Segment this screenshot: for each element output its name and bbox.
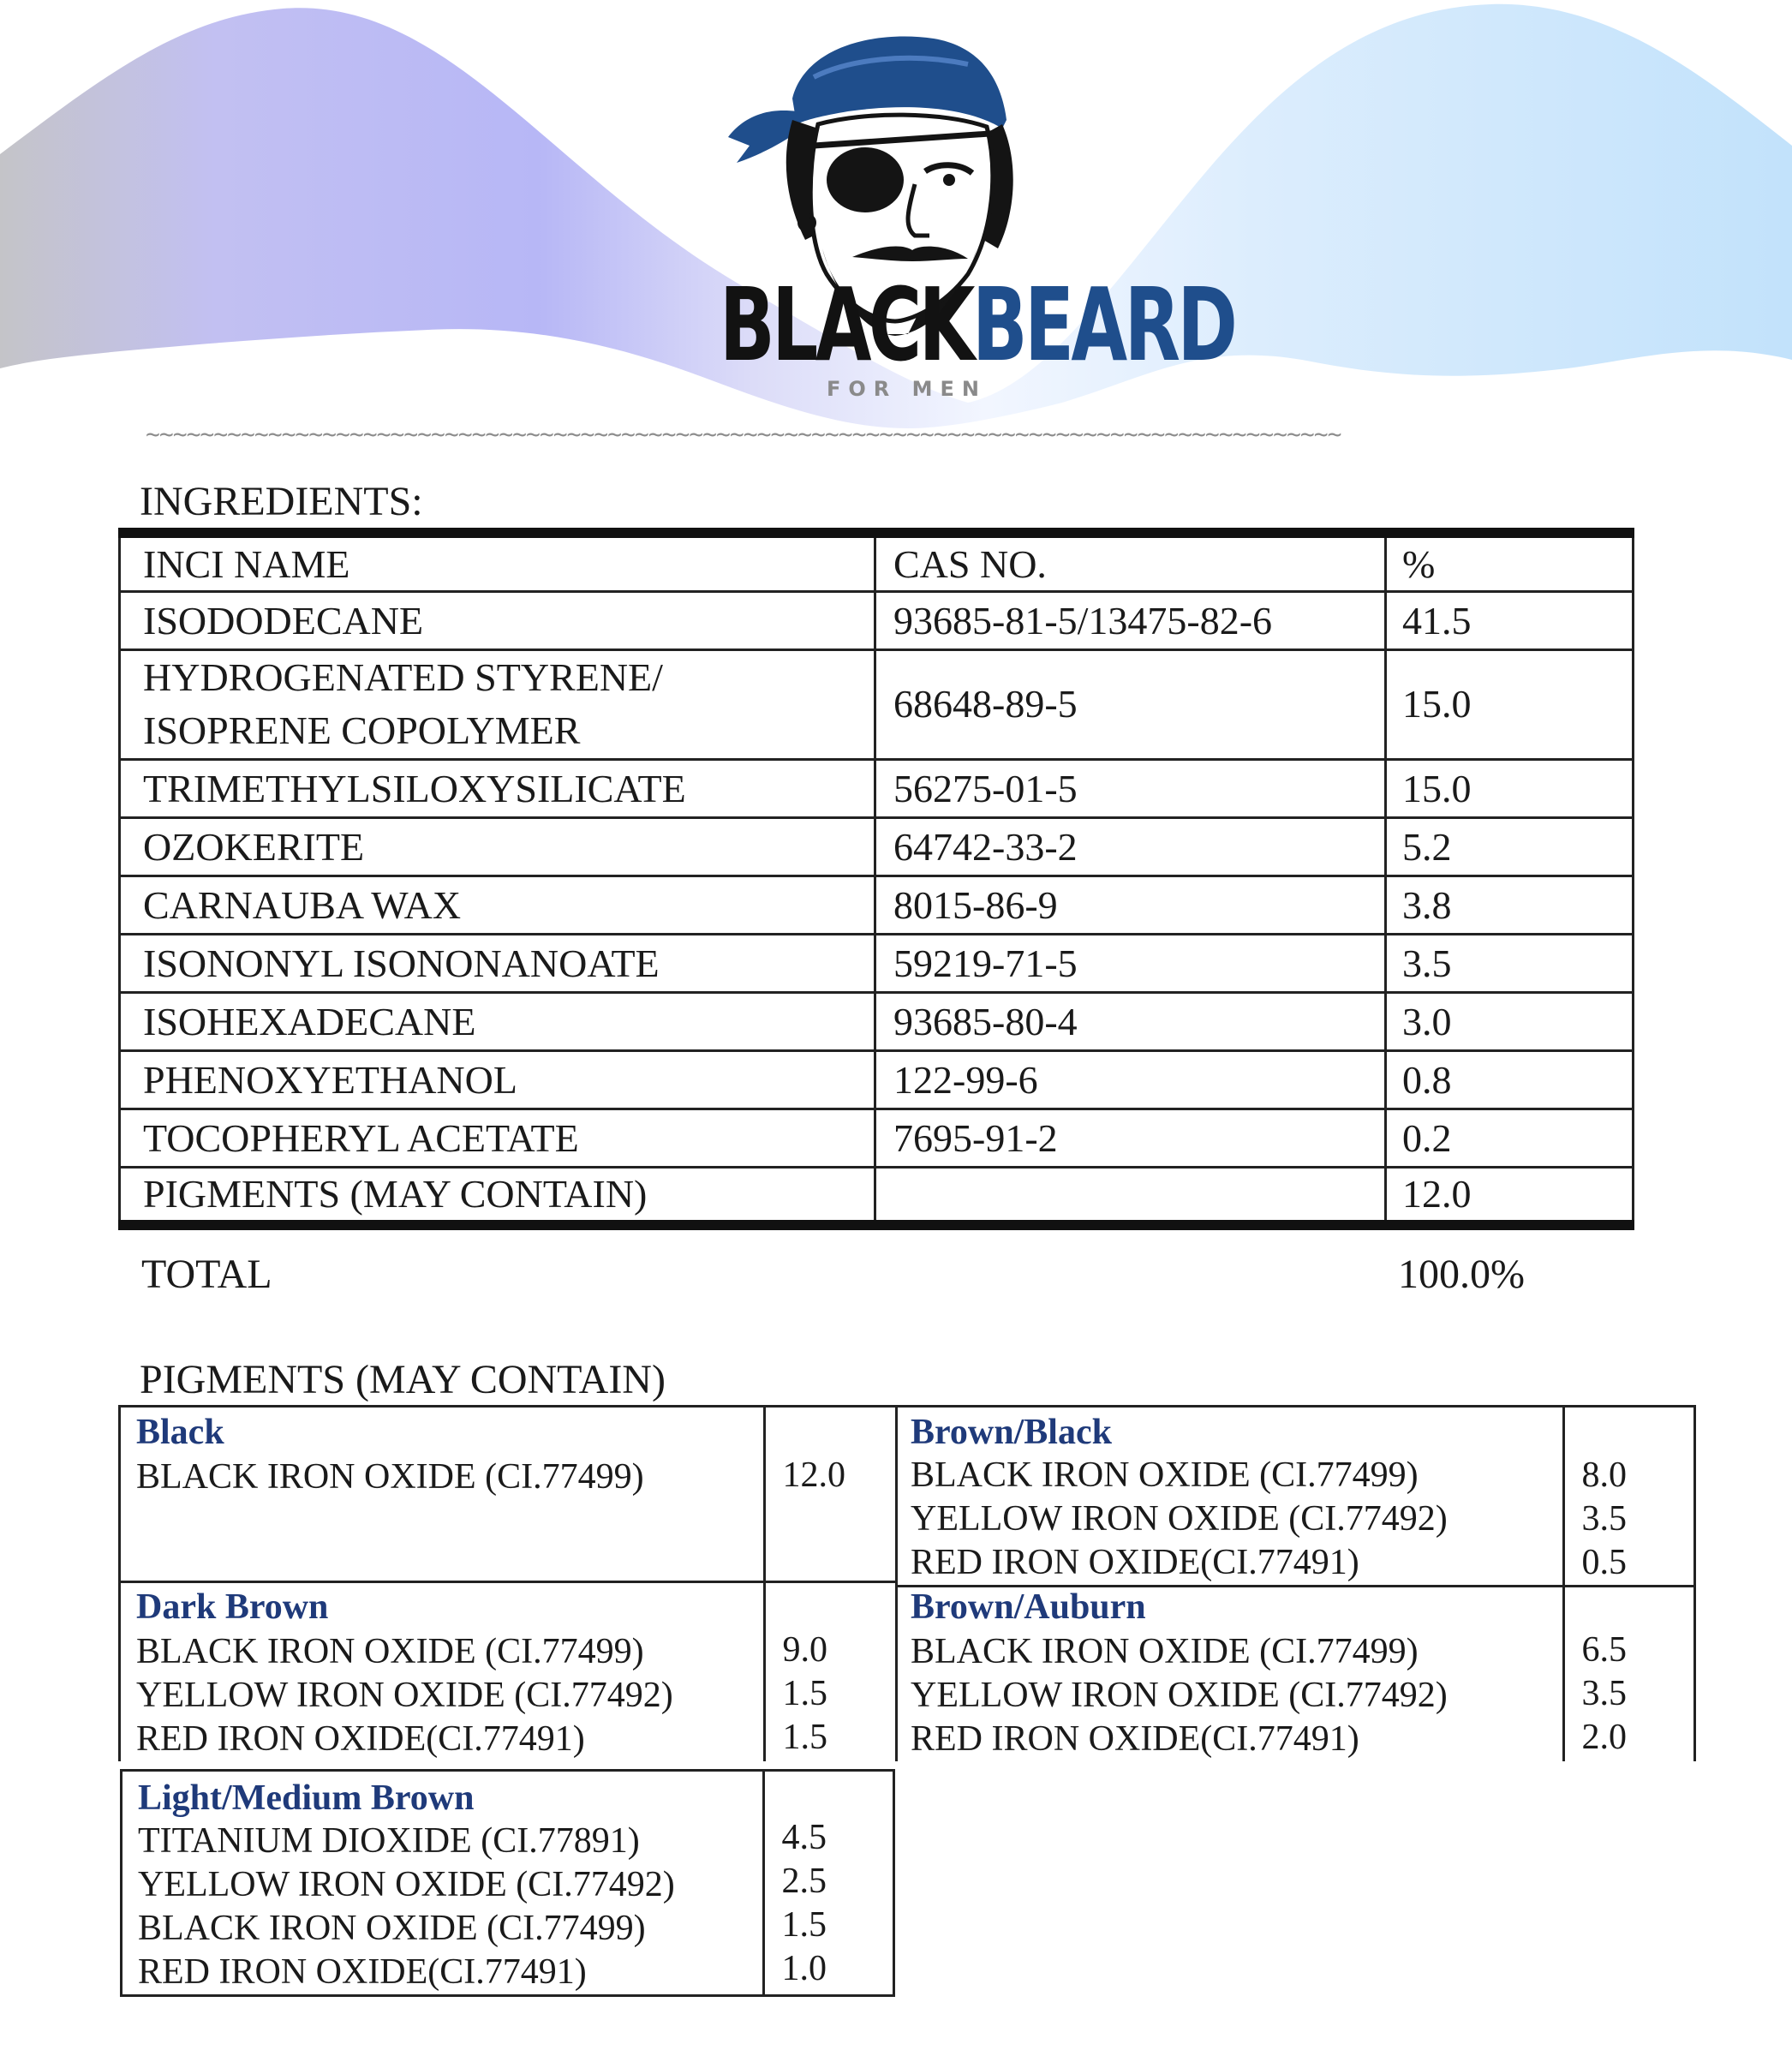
pigment-item-name: RED IRON OXIDE(CI.77491) xyxy=(136,1719,585,1759)
pigment-item-value: 3.5 xyxy=(1581,1674,1627,1713)
pigment-item-name: YELLOW IRON OXIDE (CI.77492) xyxy=(911,1499,1448,1539)
ingredient-name-line-2: ISOPRENE COPOLYMER xyxy=(143,708,581,752)
ingredient-percent: 0.2 xyxy=(1386,1109,1634,1167)
ingredient-cas: 93685-81-5/13475-82-6 xyxy=(875,591,1386,649)
ingredient-percent: 15.0 xyxy=(1386,759,1634,817)
ingredient-cas: 59219-71-5 xyxy=(875,934,1386,992)
pigments-heading: PIGMENTS (MAY CONTAIN) xyxy=(140,1357,666,1402)
ingredients-heading: INGREDIENTS: xyxy=(140,479,423,524)
ingredient-percent: 3.0 xyxy=(1386,992,1634,1050)
pigment-title: Black xyxy=(136,1413,224,1452)
ingredient-percent: 3.5 xyxy=(1386,934,1634,992)
table-header-row xyxy=(120,533,1634,591)
pigment-item-value: 8.0 xyxy=(1581,1455,1627,1495)
ingredient-name-line-1: HYDROGENATED STYRENE/ xyxy=(143,655,663,699)
pigment-item-name: BLACK IRON OXIDE (CI.77499) xyxy=(911,1632,1419,1671)
pigment-item-name: BLACK IRON OXIDE (CI.77499) xyxy=(911,1455,1419,1495)
ingredient-cas: 122-99-6 xyxy=(875,1050,1386,1109)
pigment-item-value: 2.5 xyxy=(781,1862,827,1901)
pigment-item-name: TITANIUM DIOXIDE (CI.77891) xyxy=(138,1821,640,1861)
column-header-inci-name: INCI NAME xyxy=(120,533,875,591)
ingredient-cas xyxy=(875,1167,1386,1225)
ingredient-name: PIGMENTS (MAY CONTAIN) xyxy=(120,1167,875,1225)
ingredient-cas: 68648-89-5 xyxy=(875,649,1386,759)
pigment-item-name: YELLOW IRON OXIDE (CI.77492) xyxy=(136,1676,673,1715)
pigment-box-brown-black xyxy=(895,1405,1696,1587)
pigment-box-black xyxy=(118,1405,898,1583)
table-row xyxy=(120,817,1634,876)
table-row xyxy=(120,759,1634,817)
ingredient-cas: 64742-33-2 xyxy=(875,817,1386,876)
ingredient-percent: 15.0 xyxy=(1386,649,1634,759)
table-row xyxy=(120,876,1634,934)
brand-wordmark xyxy=(720,266,1235,384)
pigment-title: Brown/Black xyxy=(911,1413,1112,1452)
table-row xyxy=(120,992,1634,1050)
pigment-item-name: RED IRON OXIDE(CI.77491) xyxy=(911,1543,1359,1582)
pigment-item-name: YELLOW IRON OXIDE (CI.77492) xyxy=(138,1865,675,1904)
brand-name-black: BLACK xyxy=(720,266,972,384)
pigment-item-name: YELLOW IRON OXIDE (CI.77492) xyxy=(911,1676,1448,1715)
ingredients-table xyxy=(118,528,1634,1230)
ingredient-percent: 3.8 xyxy=(1386,876,1634,934)
pigment-box-dark-brown xyxy=(118,1579,898,1761)
ingredient-name: OZOKERITE xyxy=(120,817,875,876)
pigment-item-name: BLACK IRON OXIDE (CI.77499) xyxy=(136,1632,644,1671)
pigment-item-value: 1.0 xyxy=(781,1949,827,1988)
ingredient-name: TOCOPHERYL ACETATE xyxy=(120,1109,875,1167)
column-header-percent: % xyxy=(1386,533,1634,591)
pigment-item-value: 3.5 xyxy=(1581,1499,1627,1539)
pigment-title: Brown/Auburn xyxy=(911,1587,1146,1627)
ingredient-cas: 8015-86-9 xyxy=(875,876,1386,934)
ingredient-name: ISODODECANE xyxy=(120,591,875,649)
pigment-item-name: BLACK IRON OXIDE (CI.77499) xyxy=(136,1457,644,1497)
table-row xyxy=(120,591,1634,649)
pigment-item-value: 1.5 xyxy=(782,1674,827,1713)
ingredient-percent: 5.2 xyxy=(1386,817,1634,876)
table-row xyxy=(120,1109,1634,1167)
pigment-box-light-medium-brown xyxy=(120,1769,895,1997)
pigment-item-value: 4.5 xyxy=(781,1818,827,1857)
pigment-item-name: BLACK IRON OXIDE (CI.77499) xyxy=(138,1909,646,1948)
ingredient-name: ISOHEXADECANE xyxy=(120,992,875,1050)
pigment-item-name: RED IRON OXIDE(CI.77491) xyxy=(911,1719,1359,1759)
ingredient-percent: 41.5 xyxy=(1386,591,1634,649)
ingredient-name: TRIMETHYLSILOXYSILICATE xyxy=(120,759,875,817)
brand-name-beard: BEARD xyxy=(971,266,1235,384)
table-row xyxy=(120,934,1634,992)
pigment-item-value: 2.0 xyxy=(1581,1718,1627,1757)
total-value: 100.0% xyxy=(1398,1252,1525,1297)
ingredient-name: CARNAUBA WAX xyxy=(120,876,875,934)
table-row xyxy=(120,649,1634,759)
ingredient-cas: 93685-80-4 xyxy=(875,992,1386,1050)
ingredient-name: PHENOXYETHANOL xyxy=(120,1050,875,1109)
ingredient-name: ISONONYL ISONONANOATE xyxy=(120,934,875,992)
pigment-item-name: RED IRON OXIDE(CI.77491) xyxy=(138,1952,587,1992)
pigment-item-value: 12.0 xyxy=(782,1455,845,1495)
pigment-item-value: 1.5 xyxy=(781,1905,827,1945)
column-header-cas-no: CAS NO. xyxy=(875,533,1386,591)
total-label: TOTAL xyxy=(141,1252,272,1297)
brand-tagline: FOR MEN xyxy=(827,377,987,401)
ingredient-percent: 12.0 xyxy=(1386,1167,1634,1225)
table-row xyxy=(120,1050,1634,1109)
pigment-item-value: 6.5 xyxy=(1581,1630,1627,1670)
pigment-title: Dark Brown xyxy=(136,1587,329,1627)
ingredient-name xyxy=(120,649,875,759)
pigment-item-value: 1.5 xyxy=(782,1718,827,1757)
ingredient-cas: 7695-91-2 xyxy=(875,1109,1386,1167)
pigment-item-value: 9.0 xyxy=(782,1630,827,1670)
table-row xyxy=(120,1167,1634,1225)
ingredient-percent: 0.8 xyxy=(1386,1050,1634,1109)
pigment-box-brown-auburn xyxy=(895,1579,1696,1761)
tilde-divider: ~~~~~~~~~~~~~~~~~~~~~~~~~~~~~~~~~~~~~~~~~~~~~~~~~~~~~~~~~~~~~~~~~~~~~~~~~~~~~~~~~~~~~~~~ xyxy=(146,420,1341,448)
pigment-item-value: 0.5 xyxy=(1581,1543,1627,1582)
pigment-title: Light/Medium Brown xyxy=(138,1778,475,1818)
ingredient-cas: 56275-01-5 xyxy=(875,759,1386,817)
